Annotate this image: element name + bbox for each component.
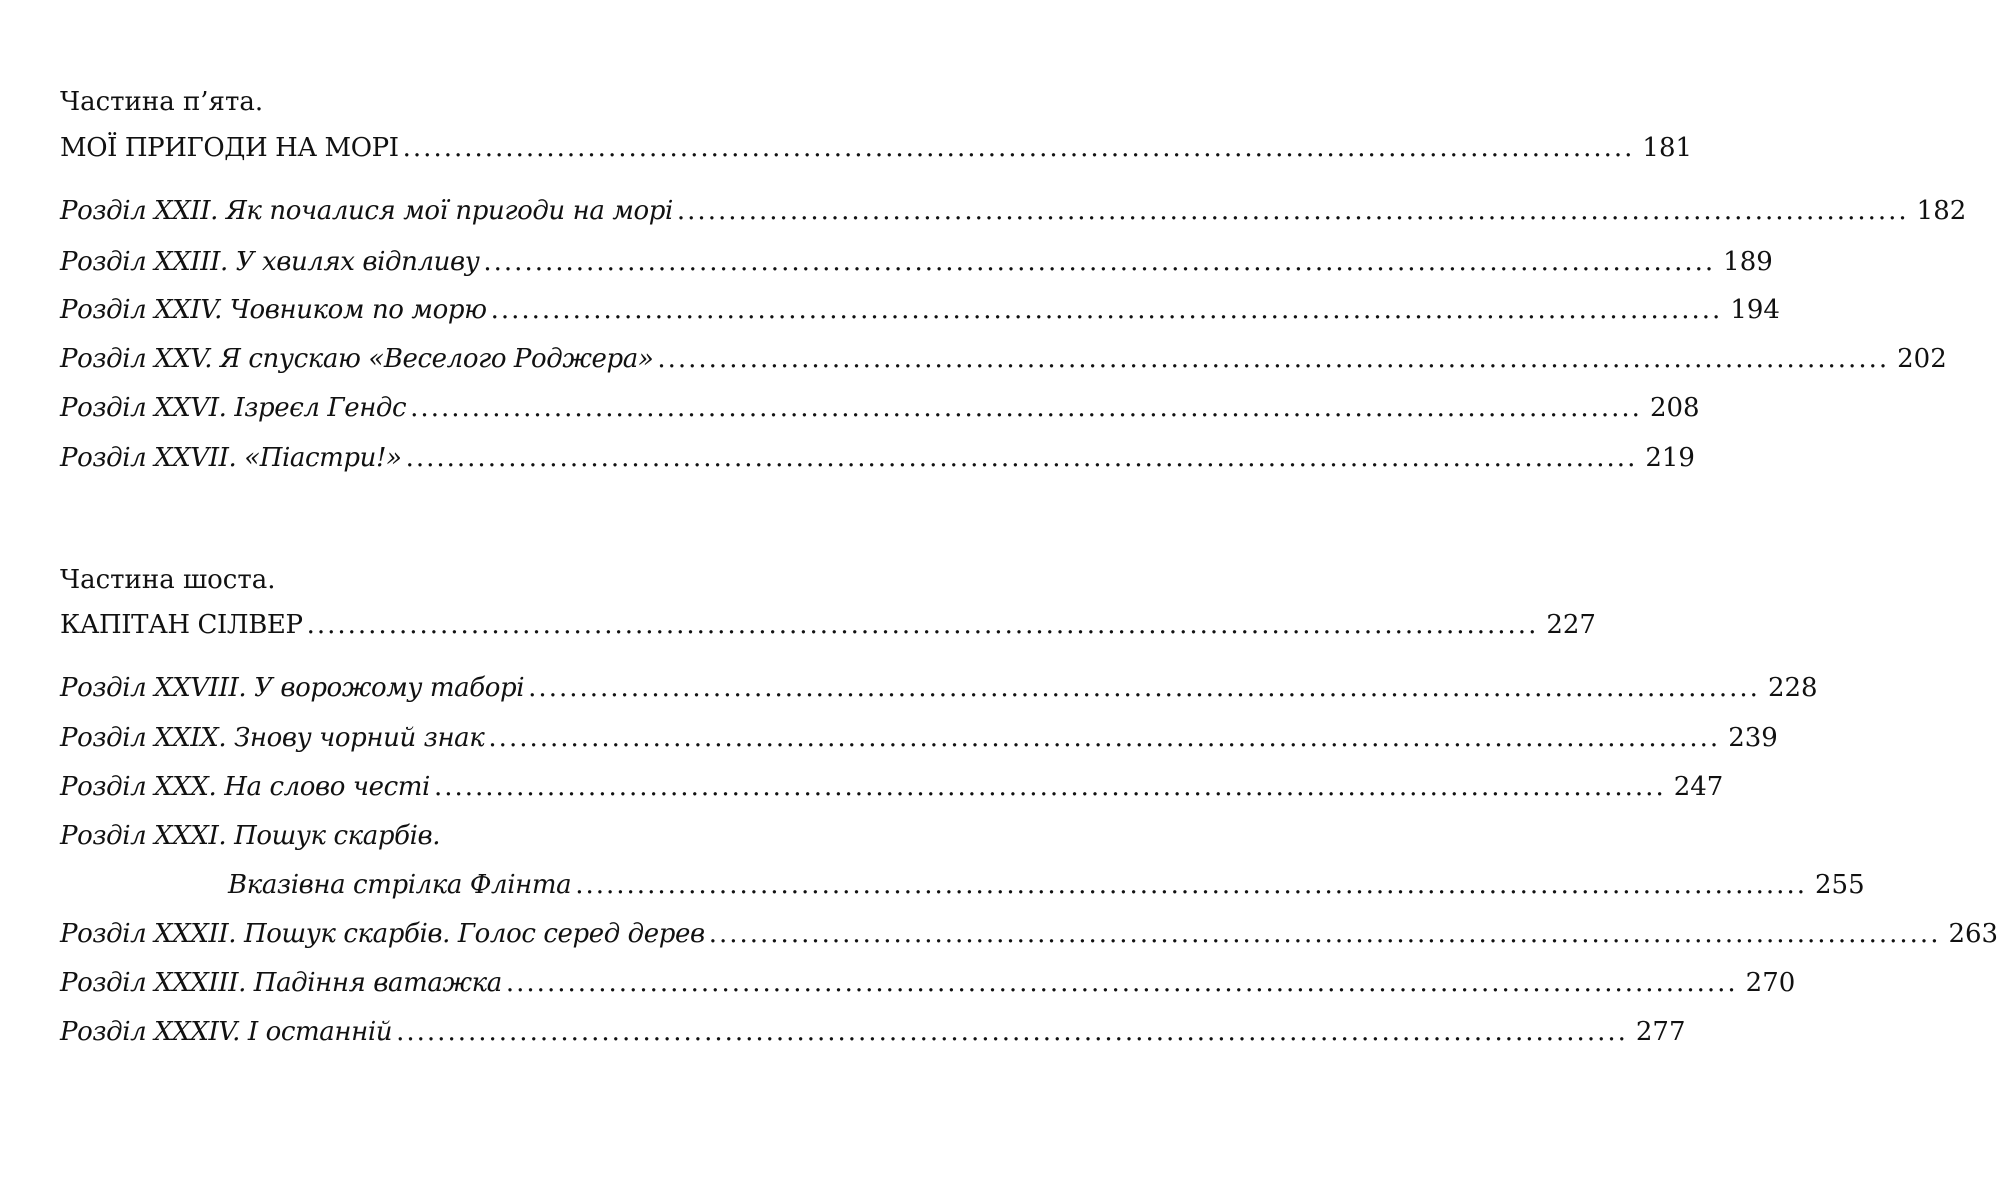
chapter-page: 270	[1745, 968, 1796, 998]
dot-leader: ........................................................................................................................	[433, 772, 1666, 802]
chapter-page: 208	[1649, 393, 1700, 423]
chapter-page: 247	[1673, 772, 1724, 802]
chapter-title: Розділ XXXII. Пошук скарбів. Голос серед дерев	[60, 919, 705, 949]
chapter-title: Розділ XXX. На слово честі	[60, 772, 430, 802]
chapter-page: 228	[1767, 673, 1818, 703]
dot-leader: ........................................................................................................................	[483, 247, 1716, 277]
toc-entry-xxvii	[60, 442, 1695, 474]
dot-leader: ........................................................................................................................	[306, 610, 1539, 640]
toc-entry-xxix	[60, 722, 1778, 754]
chapter-title: Розділ XXVIII. У ворожому таборі	[60, 673, 525, 703]
part-six-label: Частина шоста.	[60, 565, 276, 595]
dot-leader: ........................................................................................................................	[410, 393, 1642, 423]
toc-entry-xxxiii	[60, 967, 1796, 999]
part-five-title: МОЇ ПРИГОДИ НА МОРІ	[60, 133, 399, 163]
dot-leader: ........................................................................................................................	[505, 968, 1738, 998]
chapter-page: 182	[1916, 196, 1967, 226]
toc-entry-xxiii	[60, 246, 1773, 278]
toc-entry-xxxi-line1: Розділ XXXI. Пошук скарбів.	[60, 821, 441, 851]
chapter-title: Вказівна стрілка Флінта	[228, 870, 572, 900]
chapter-title: Розділ XXV. Я спускаю «Веселого Роджера»	[60, 344, 654, 374]
chapter-title: Розділ XXIX. Знову чорний знак	[60, 723, 485, 753]
toc-entry-xxxii	[60, 918, 1998, 950]
dot-leader: ........................................................................................................................	[575, 870, 1807, 900]
part-five-title-row	[60, 132, 1693, 164]
part-six-title-row	[60, 609, 1596, 641]
chapter-page: 239	[1728, 723, 1778, 753]
chapter-title: Розділ XXIV. Човником по морю	[60, 295, 487, 325]
dot-leader: ........................................................................................................................	[396, 1017, 1628, 1047]
chapter-title: Розділ XXII. Як почалися мої пригоди на морі	[60, 196, 673, 226]
toc-entry-xxii	[60, 195, 1967, 227]
part-five-label: Частина п’ята.	[60, 87, 264, 117]
chapter-title: Розділ XXXIII. Падіння ватажка	[60, 968, 502, 998]
dot-leader: ........................................................................................................................	[490, 295, 1723, 325]
dot-leader: ........................................................................................................................	[657, 344, 1890, 374]
chapter-title: Розділ XXIII. У хвилях відпливу	[60, 247, 480, 277]
toc-entry-xxiv	[60, 294, 1780, 326]
dot-leader: ........................................................................................................................	[528, 673, 1760, 703]
chapter-page: 263	[1948, 919, 1998, 949]
chapter-title: Розділ XXVI. Ізреєл Гендс	[60, 393, 407, 423]
toc-entry-xxvi	[60, 392, 1700, 424]
chapter-page: 194	[1730, 295, 1780, 325]
dot-leader: ........................................................................................................................	[405, 443, 1638, 473]
dot-leader: ........................................................................................................................	[402, 133, 1635, 163]
part-six-title: КАПІТАН СІЛВЕР	[60, 610, 303, 640]
dot-leader: ........................................................................................................................	[708, 919, 1941, 949]
toc-entry-xxxi-line2	[228, 869, 1865, 901]
toc-entry-xxxiv	[60, 1016, 1686, 1048]
chapter-title: Розділ XXVII. «Піастри!»	[60, 443, 402, 473]
chapter-page: 189	[1723, 247, 1773, 277]
toc-entry-xxv	[60, 343, 1947, 375]
chapter-title: Розділ XXXIV. І останній	[60, 1017, 393, 1047]
chapter-page: 277	[1635, 1017, 1686, 1047]
dot-leader: ........................................................................................................................	[488, 723, 1721, 753]
part-five-page: 181	[1642, 133, 1693, 163]
chapter-page: 219	[1645, 443, 1695, 473]
toc-entry-xxviii	[60, 672, 1818, 704]
toc-entry-xxx	[60, 771, 1724, 803]
dot-leader: ........................................................................................................................	[676, 196, 1909, 226]
chapter-page: 202	[1897, 344, 1947, 374]
part-six-page: 227	[1546, 610, 1596, 640]
chapter-page: 255	[1814, 870, 1865, 900]
